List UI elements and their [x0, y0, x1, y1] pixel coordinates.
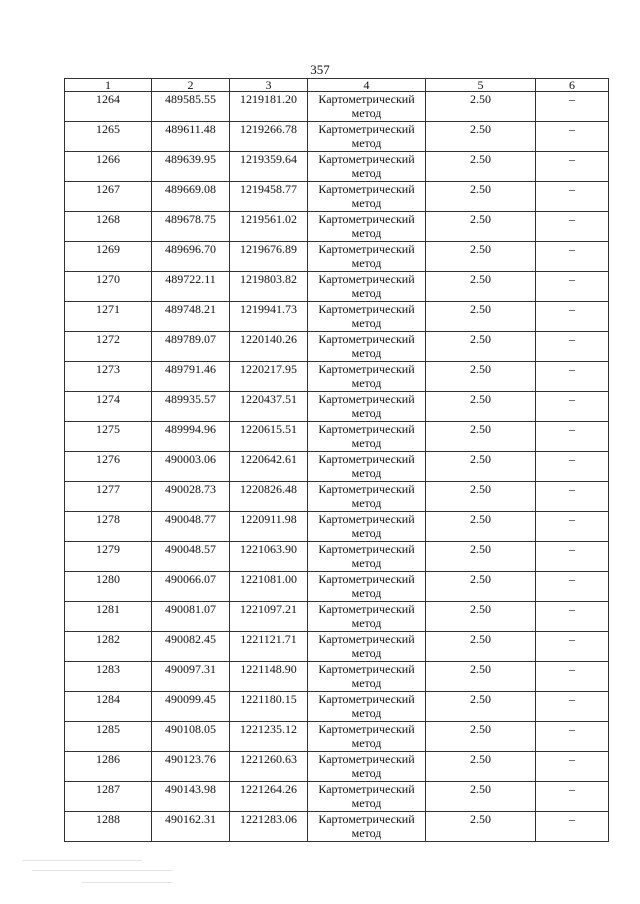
- point-number-cell: 1267: [65, 182, 152, 212]
- method-cell: Картометрический метод: [308, 782, 426, 812]
- note-cell: –: [536, 422, 609, 452]
- point-number-cell: 1281: [65, 602, 152, 632]
- accuracy-cell: 2.50: [426, 422, 536, 452]
- note-cell: –: [536, 152, 609, 182]
- note-cell: –: [536, 782, 609, 812]
- method-cell: Картометрический метод: [308, 242, 426, 272]
- point-number-cell: 1279: [65, 542, 152, 572]
- y-coordinate-cell: 1221283.06: [230, 812, 308, 842]
- point-number-cell: 1280: [65, 572, 152, 602]
- column-header: 5: [426, 79, 536, 92]
- note-cell: –: [536, 92, 609, 122]
- accuracy-cell: 2.50: [426, 152, 536, 182]
- method-cell: Картометрический метод: [308, 662, 426, 692]
- point-number-cell: 1284: [65, 692, 152, 722]
- table-row: [65, 422, 609, 452]
- point-number-cell: 1264: [65, 92, 152, 122]
- method-cell: Картометрический метод: [308, 122, 426, 152]
- point-number-cell: 1271: [65, 302, 152, 332]
- y-coordinate-cell: 1220437.51: [230, 392, 308, 422]
- table-row: [65, 92, 609, 122]
- table-row: [65, 602, 609, 632]
- note-cell: –: [536, 812, 609, 842]
- accuracy-cell: 2.50: [426, 662, 536, 692]
- point-number-cell: 1272: [65, 332, 152, 362]
- column-header: 6: [536, 79, 609, 92]
- method-cell: Картометрический метод: [308, 302, 426, 332]
- note-cell: –: [536, 542, 609, 572]
- method-cell: Картометрический метод: [308, 452, 426, 482]
- point-number-cell: 1282: [65, 632, 152, 662]
- method-cell: Картометрический метод: [308, 182, 426, 212]
- table-row: [65, 302, 609, 332]
- table-row: [65, 272, 609, 302]
- accuracy-cell: 2.50: [426, 452, 536, 482]
- y-coordinate-cell: 1220217.95: [230, 362, 308, 392]
- x-coordinate-cell: 489585.55: [152, 92, 230, 122]
- y-coordinate-cell: 1221260.63: [230, 752, 308, 782]
- table-row: [65, 512, 609, 542]
- accuracy-cell: 2.50: [426, 182, 536, 212]
- x-coordinate-cell: 489789.07: [152, 332, 230, 362]
- note-cell: –: [536, 392, 609, 422]
- x-coordinate-cell: 489994.96: [152, 422, 230, 452]
- method-cell: Картометрический метод: [308, 722, 426, 752]
- note-cell: –: [536, 632, 609, 662]
- point-number-cell: 1274: [65, 392, 152, 422]
- table-row: [65, 182, 609, 212]
- method-cell: Картометрический метод: [308, 212, 426, 242]
- accuracy-cell: 2.50: [426, 212, 536, 242]
- x-coordinate-cell: 490003.06: [152, 452, 230, 482]
- x-coordinate-cell: 489611.48: [152, 122, 230, 152]
- y-coordinate-cell: 1220642.61: [230, 452, 308, 482]
- note-cell: –: [536, 272, 609, 302]
- table-row: [65, 152, 609, 182]
- note-cell: –: [536, 242, 609, 272]
- x-coordinate-cell: 490143.98: [152, 782, 230, 812]
- x-coordinate-cell: 489696.70: [152, 242, 230, 272]
- note-cell: –: [536, 362, 609, 392]
- table-row: [65, 452, 609, 482]
- accuracy-cell: 2.50: [426, 302, 536, 332]
- accuracy-cell: 2.50: [426, 272, 536, 302]
- accuracy-cell: 2.50: [426, 362, 536, 392]
- accuracy-cell: 2.50: [426, 692, 536, 722]
- note-cell: –: [536, 302, 609, 332]
- table-row: [65, 332, 609, 362]
- coordinates-table: [64, 78, 609, 842]
- x-coordinate-cell: 490099.45: [152, 692, 230, 722]
- table-row: [65, 812, 609, 842]
- y-coordinate-cell: 1221063.90: [230, 542, 308, 572]
- point-number-cell: 1273: [65, 362, 152, 392]
- accuracy-cell: 2.50: [426, 122, 536, 152]
- x-coordinate-cell: 490097.31: [152, 662, 230, 692]
- method-cell: Картометрический метод: [308, 752, 426, 782]
- table-row: [65, 362, 609, 392]
- note-cell: –: [536, 692, 609, 722]
- method-cell: Картометрический метод: [308, 572, 426, 602]
- accuracy-cell: 2.50: [426, 752, 536, 782]
- table-row: [65, 122, 609, 152]
- x-coordinate-cell: 489791.46: [152, 362, 230, 392]
- accuracy-cell: 2.50: [426, 482, 536, 512]
- accuracy-cell: 2.50: [426, 92, 536, 122]
- note-cell: –: [536, 662, 609, 692]
- accuracy-cell: 2.50: [426, 722, 536, 752]
- y-coordinate-cell: 1221264.26: [230, 782, 308, 812]
- method-cell: Картометрический метод: [308, 812, 426, 842]
- method-cell: Картометрический метод: [308, 692, 426, 722]
- column-header: 2: [152, 79, 230, 92]
- table-row: [65, 692, 609, 722]
- x-coordinate-cell: 490048.77: [152, 512, 230, 542]
- table-row: [65, 212, 609, 242]
- point-number-cell: 1270: [65, 272, 152, 302]
- table-row: [65, 782, 609, 812]
- table-row: [65, 392, 609, 422]
- y-coordinate-cell: 1221235.12: [230, 722, 308, 752]
- x-coordinate-cell: 490081.07: [152, 602, 230, 632]
- x-coordinate-cell: 490082.45: [152, 632, 230, 662]
- y-coordinate-cell: 1219266.78: [230, 122, 308, 152]
- column-header: 4: [308, 79, 426, 92]
- note-cell: –: [536, 482, 609, 512]
- y-coordinate-cell: 1219181.20: [230, 92, 308, 122]
- y-coordinate-cell: 1221148.90: [230, 662, 308, 692]
- y-coordinate-cell: 1221180.15: [230, 692, 308, 722]
- x-coordinate-cell: 490162.31: [152, 812, 230, 842]
- note-cell: –: [536, 182, 609, 212]
- note-cell: –: [536, 722, 609, 752]
- y-coordinate-cell: 1219458.77: [230, 182, 308, 212]
- method-cell: Картометрический метод: [308, 92, 426, 122]
- point-number-cell: 1276: [65, 452, 152, 482]
- note-cell: –: [536, 602, 609, 632]
- y-coordinate-cell: 1220140.26: [230, 332, 308, 362]
- y-coordinate-cell: 1221097.21: [230, 602, 308, 632]
- note-cell: –: [536, 452, 609, 482]
- table-row: [65, 752, 609, 782]
- accuracy-cell: 2.50: [426, 572, 536, 602]
- table-row: [65, 662, 609, 692]
- point-number-cell: 1268: [65, 212, 152, 242]
- y-coordinate-cell: 1221081.00: [230, 572, 308, 602]
- y-coordinate-cell: 1221121.71: [230, 632, 308, 662]
- y-coordinate-cell: 1220615.51: [230, 422, 308, 452]
- point-number-cell: 1288: [65, 812, 152, 842]
- point-number-cell: 1287: [65, 782, 152, 812]
- point-number-cell: 1285: [65, 722, 152, 752]
- column-header: 1: [65, 79, 152, 92]
- note-cell: –: [536, 572, 609, 602]
- x-coordinate-cell: 489935.57: [152, 392, 230, 422]
- point-number-cell: 1278: [65, 512, 152, 542]
- y-coordinate-cell: 1219803.82: [230, 272, 308, 302]
- accuracy-cell: 2.50: [426, 602, 536, 632]
- x-coordinate-cell: 490108.05: [152, 722, 230, 752]
- point-number-cell: 1266: [65, 152, 152, 182]
- method-cell: Картометрический метод: [308, 602, 426, 632]
- table-row: [65, 542, 609, 572]
- method-cell: Картометрический метод: [308, 422, 426, 452]
- accuracy-cell: 2.50: [426, 512, 536, 542]
- method-cell: Картометрический метод: [308, 482, 426, 512]
- accuracy-cell: 2.50: [426, 542, 536, 572]
- table-header-row: [65, 79, 609, 92]
- accuracy-cell: 2.50: [426, 632, 536, 662]
- table-row: [65, 242, 609, 272]
- note-cell: –: [536, 122, 609, 152]
- method-cell: Картометрический метод: [308, 332, 426, 362]
- x-coordinate-cell: 490028.73: [152, 482, 230, 512]
- table-row: [65, 482, 609, 512]
- note-cell: –: [536, 752, 609, 782]
- page-number: 357: [310, 62, 330, 77]
- y-coordinate-cell: 1219561.02: [230, 212, 308, 242]
- column-header: 3: [230, 79, 308, 92]
- note-cell: –: [536, 212, 609, 242]
- y-coordinate-cell: 1220826.48: [230, 482, 308, 512]
- x-coordinate-cell: 490123.76: [152, 752, 230, 782]
- x-coordinate-cell: 489722.11: [152, 272, 230, 302]
- point-number-cell: 1283: [65, 662, 152, 692]
- x-coordinate-cell: 489669.08: [152, 182, 230, 212]
- table-row: [65, 722, 609, 752]
- y-coordinate-cell: 1220911.98: [230, 512, 308, 542]
- method-cell: Картометрический метод: [308, 542, 426, 572]
- note-cell: –: [536, 332, 609, 362]
- y-coordinate-cell: 1219359.64: [230, 152, 308, 182]
- method-cell: Картометрический метод: [308, 512, 426, 542]
- x-coordinate-cell: 490066.07: [152, 572, 230, 602]
- accuracy-cell: 2.50: [426, 812, 536, 842]
- point-number-cell: 1265: [65, 122, 152, 152]
- accuracy-cell: 2.50: [426, 392, 536, 422]
- point-number-cell: 1269: [65, 242, 152, 272]
- table-row: [65, 632, 609, 662]
- accuracy-cell: 2.50: [426, 332, 536, 362]
- note-cell: –: [536, 512, 609, 542]
- table-row: [65, 572, 609, 602]
- method-cell: Картометрический метод: [308, 272, 426, 302]
- x-coordinate-cell: 489678.75: [152, 212, 230, 242]
- x-coordinate-cell: 489639.95: [152, 152, 230, 182]
- point-number-cell: 1277: [65, 482, 152, 512]
- accuracy-cell: 2.50: [426, 242, 536, 272]
- y-coordinate-cell: 1219941.73: [230, 302, 308, 332]
- method-cell: Картометрический метод: [308, 362, 426, 392]
- method-cell: Картометрический метод: [308, 632, 426, 662]
- scan-artifact: [22, 852, 182, 892]
- point-number-cell: 1286: [65, 752, 152, 782]
- point-number-cell: 1275: [65, 422, 152, 452]
- x-coordinate-cell: 490048.57: [152, 542, 230, 572]
- method-cell: Картометрический метод: [308, 392, 426, 422]
- x-coordinate-cell: 489748.21: [152, 302, 230, 332]
- method-cell: Картометрический метод: [308, 152, 426, 182]
- accuracy-cell: 2.50: [426, 782, 536, 812]
- y-coordinate-cell: 1219676.89: [230, 242, 308, 272]
